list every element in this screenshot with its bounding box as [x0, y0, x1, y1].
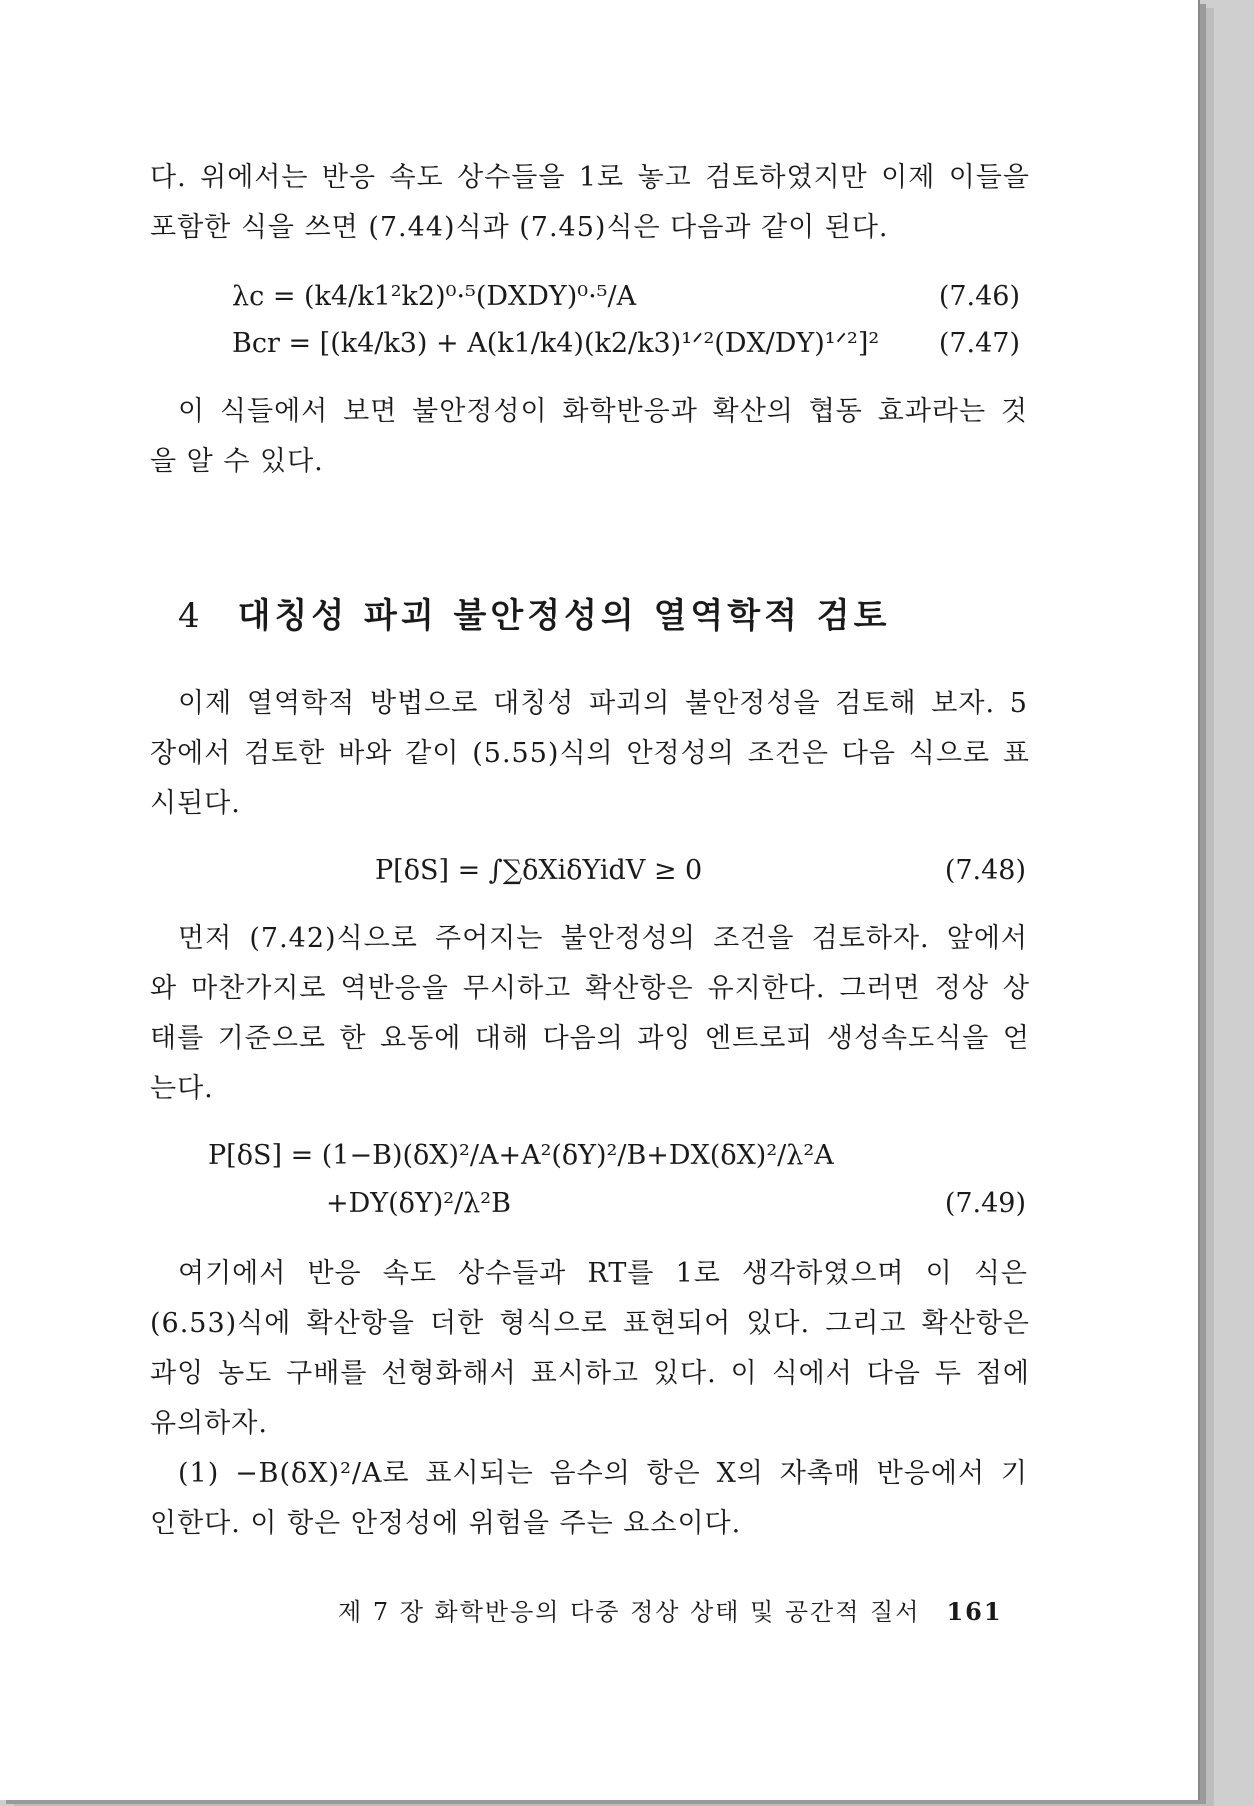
text-line: 다. 위에서는 반응 속도 상수들을 1로 놓고 검토하였지만 이제 이들을: [150, 162, 1030, 193]
equation-number: (7.46): [938, 281, 1020, 312]
text-line: 이제 열역학적 방법으로 대칭성 파괴의 불안정성을 검토해 보자. 5: [178, 688, 1028, 719]
text-line: 포함한 식을 쓰면 (7.44)식과 (7.45)식은 다음과 같이 된다.: [150, 212, 889, 243]
equation-number: (7.49): [944, 1188, 1026, 1219]
text-line: (1) −B(δX)²/A로 표시되는 음수의 항은 X의 자촉매 반응에서 기: [178, 1458, 1028, 1489]
section-number: 4: [178, 596, 204, 636]
text-line: 이 식들에서 보면 불안정성이 화학반응과 확산의 협동 효과라는 것: [178, 396, 1028, 427]
page-footer: [338, 1592, 1003, 1627]
text-line: 먼저 (7.42)식으로 주어지는 불안정성의 조건을 검토하자. 앞에서: [178, 923, 1028, 954]
text-line: 을 알 수 있다.: [150, 446, 324, 477]
equation-7-47: Bcr = [(k4/k3) + A(k1/k4)(k2/k3)¹ᐟ²(DX/DY)¹ᐟ²]²: [232, 328, 880, 359]
section-heading: [178, 588, 891, 637]
equation-7-48: P[δS] = ∫∑δXiδYidV ≥ 0: [375, 855, 703, 886]
equation-7-49-line2: +DY(δY)²/λ²B: [326, 1188, 511, 1219]
text-line: 시된다.: [150, 788, 241, 819]
text-line: 와 마찬가지로 역반응을 무시하고 확산항은 유지한다. 그러면 정상 상: [150, 973, 1030, 1004]
equation-7-49-line1: P[δS] = (1−B)(δX)²/A+A²(δY)²/B+DX(δX)²/λ²A: [208, 1140, 834, 1171]
text-line: (6.53)식에 확산항을 더한 형식으로 표현되어 있다. 그리고 확산항은: [150, 1308, 1030, 1339]
equation-7-46: λc = (k4/k1²k2)⁰·⁵(DXDY)⁰·⁵/A: [232, 281, 637, 312]
text-line: 는다.: [150, 1073, 214, 1104]
text-line: 장에서 검토한 바와 같이 (5.55)식의 안정성의 조건은 다음 식으로 표: [150, 738, 1030, 769]
equation-number: (7.48): [944, 855, 1026, 886]
text-line: 여기에서 반응 속도 상수들과 RT를 1로 생각하였으며 이 식은: [178, 1258, 1028, 1289]
equation-number: (7.47): [938, 328, 1020, 359]
section-title: 대칭성 파괴 불안정성의 열역학적 검토: [237, 596, 891, 636]
text-line: 과잉 농도 구배를 선형화해서 표시하고 있다. 이 식에서 다음 두 점에: [150, 1358, 1030, 1389]
running-head: 제 7 장 화학반응의 다중 정상 상태 및 공간적 질서: [338, 1598, 921, 1626]
page-number: 161: [946, 1597, 1003, 1626]
text-line: 유의하자.: [150, 1408, 268, 1439]
text-line: 인한다. 이 항은 안정성에 위험을 주는 요소이다.: [150, 1508, 742, 1539]
text-line: 태를 기준으로 한 요동에 대해 다음의 과잉 엔트로피 생성속도식을 얻: [150, 1023, 1030, 1054]
